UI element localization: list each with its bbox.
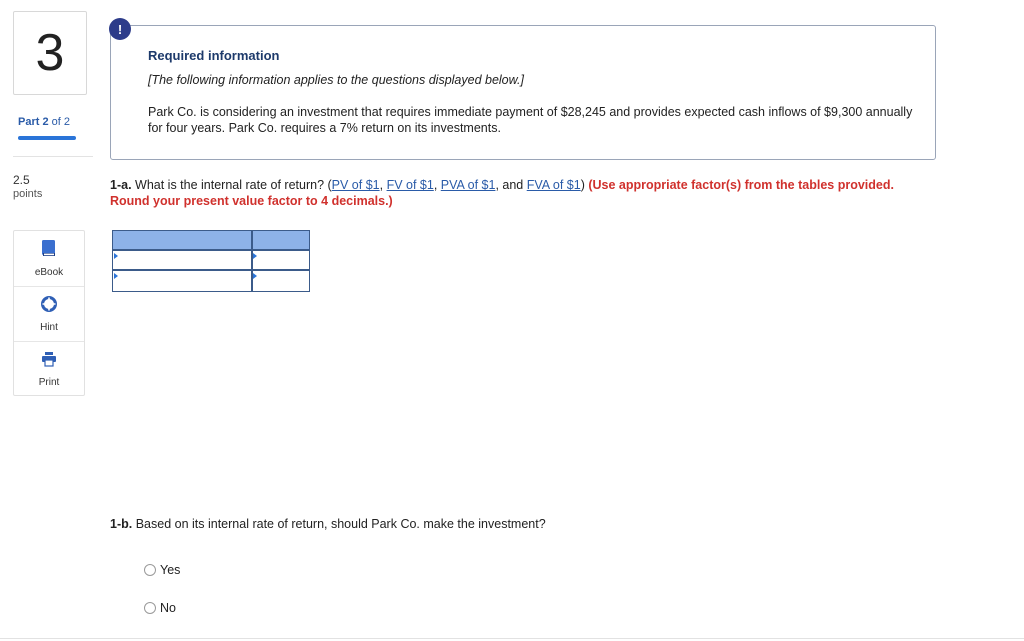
- divider: [13, 156, 93, 157]
- part-of: of 2: [51, 116, 71, 128]
- ebook-label: eBook: [34, 266, 64, 278]
- print-button[interactable]: [14, 342, 84, 396]
- question-number: 3: [35, 24, 65, 82]
- answer-amount-input[interactable]: [253, 251, 308, 269]
- required-info-body: Park Co. is considering an investment that requires immediate payment of $28,245 and provides expected cash inflows of $9,300 annually for four years. Park Co. requires a 7% return on its investments.: [148, 105, 913, 135]
- link-pva-of-1[interactable]: PVA of $1: [440, 178, 496, 192]
- question-1a-instruction: (Use appropriate factor(s) from the tables provided. Round your present value factor to 4 decimals.): [110, 178, 894, 208]
- option-no[interactable]: [144, 601, 176, 615]
- question-1a-text: What is the internal rate of return? (: [135, 178, 332, 192]
- link-pv-of-1[interactable]: PV of $1: [331, 178, 380, 192]
- answer-amount-input[interactable]: [253, 271, 308, 289]
- link-fv-of-1[interactable]: FV of $1: [386, 178, 434, 192]
- separator: ,: [433, 178, 441, 192]
- part-indicator: [18, 116, 70, 128]
- lifebuoy-icon: [41, 296, 57, 317]
- hint-label: Hint: [40, 321, 58, 333]
- dropdown-marker-icon: [114, 253, 118, 259]
- separator: , and: [495, 178, 527, 192]
- required-info-title: Required information: [148, 48, 280, 63]
- link-fva-of-1[interactable]: FVA of $1: [526, 178, 581, 192]
- part-label: Part: [18, 116, 40, 128]
- table-row: [113, 249, 309, 269]
- answer-table-header: [113, 231, 309, 251]
- alert-icon: !: [109, 18, 131, 40]
- printer-icon: [41, 351, 57, 372]
- answer-label-input[interactable]: [114, 251, 250, 269]
- option-yes-label: Yes: [160, 563, 181, 577]
- question-number-box: [13, 11, 87, 95]
- option-no-label: No: [160, 601, 176, 615]
- column-divider: [251, 231, 253, 291]
- points-label: points: [13, 188, 43, 200]
- tools-panel: [13, 230, 85, 396]
- divider: [0, 638, 1024, 639]
- part-progress-bar: [18, 136, 76, 140]
- question-1b: [110, 517, 546, 531]
- print-label: Print: [38, 376, 60, 388]
- required-info-subtitle: [The following information applies to the questions displayed below.]: [148, 73, 524, 87]
- question-1b-text: Based on its internal rate of return, should Park Co. make the investment?: [135, 517, 546, 531]
- required-info-box: [110, 25, 936, 160]
- ebook-button[interactable]: [14, 231, 84, 285]
- separator: ,: [379, 178, 387, 192]
- radio-yes[interactable]: [144, 564, 156, 576]
- table-row: [113, 269, 309, 289]
- question-1b-label: 1-b.: [110, 517, 133, 531]
- question-1a-label: 1-a.: [110, 178, 132, 192]
- book-icon: [41, 239, 57, 262]
- points-value: 2.5: [13, 173, 30, 187]
- answer-table: [112, 230, 310, 292]
- hint-button[interactable]: [14, 287, 84, 341]
- radio-no[interactable]: [144, 602, 156, 614]
- question-1a: [110, 177, 910, 209]
- option-yes[interactable]: [144, 563, 180, 577]
- dropdown-marker-icon: [253, 253, 257, 259]
- answer-label-input[interactable]: [114, 271, 250, 289]
- part-current: 2: [42, 116, 49, 128]
- dropdown-marker-icon: [114, 273, 118, 279]
- close-paren: ): [580, 178, 585, 192]
- dropdown-marker-icon: [253, 273, 257, 279]
